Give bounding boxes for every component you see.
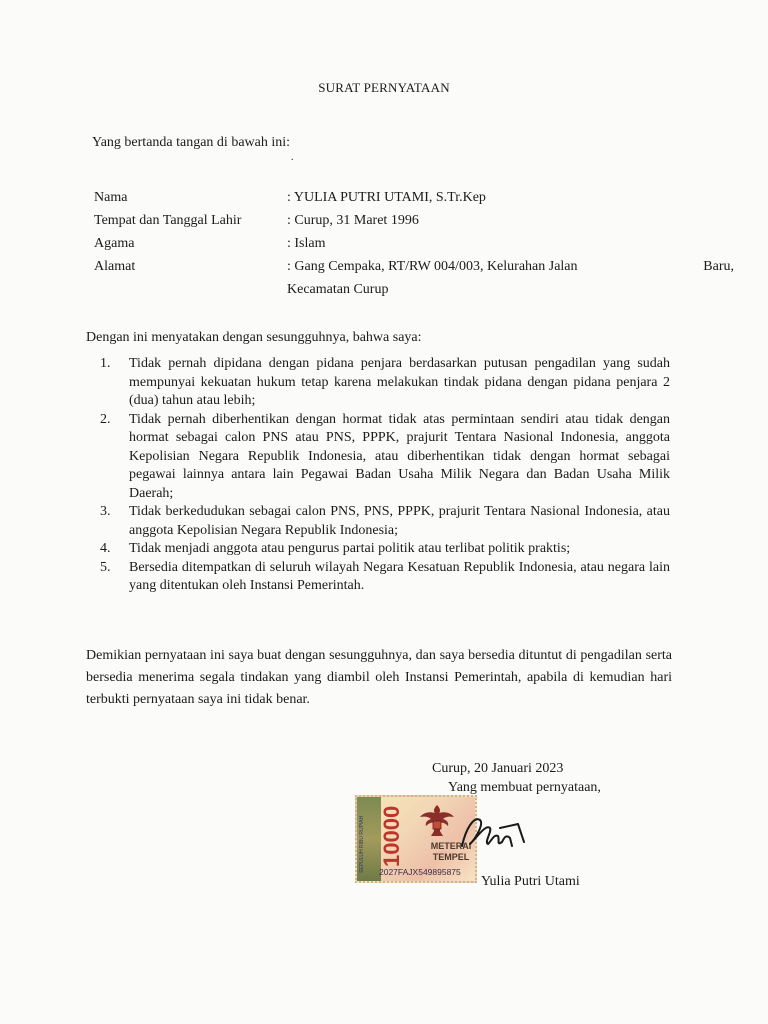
list-item (100, 355, 670, 411)
list-item-text: Bersedia ditempatkan di seluruh wilayah Negara Kesatuan Republik Indonesia, atau negara lain yang ditentukan oleh Instansi Pemerintah. (129, 559, 670, 593)
identity-block (94, 186, 734, 301)
signer-name: Yulia Putri Utami (481, 874, 580, 889)
identity-row-birth (94, 209, 734, 232)
address-line1-end: Baru, (703, 259, 734, 274)
identity-row-name (94, 186, 734, 209)
list-item (100, 559, 670, 596)
list-item-number: 3. (100, 504, 111, 519)
stamp-label-line2: TEMPEL (432, 852, 470, 862)
identity-row-religion (94, 232, 734, 255)
list-item-text: Tidak berkedudukan sebagai calon PNS, PNS, PPPK, prajurit Tentara Nasional Indonesia, atau anggota Kepolisian Negara Republik Indonesia; (129, 504, 670, 538)
name-label: Nama (94, 190, 128, 205)
list-item-number: 1. (100, 356, 111, 371)
list-item-number: 5. (100, 559, 111, 575)
address-value (287, 255, 734, 278)
document-title: SURAT PERNYATAAN (318, 80, 450, 95)
name-value: : YULIA PUTRI UTAMI, S.Tr.Kep (287, 190, 486, 205)
religion-value: : Islam (287, 236, 326, 251)
stamp-label-line1: METERAI (430, 841, 472, 851)
statement-list (100, 355, 670, 596)
intro-text: Yang bertanda tangan di bawah ini: (92, 135, 291, 150)
stamp-small-text: SEPULUH RIBU RUPIAH (359, 815, 365, 873)
stray-dot: . (291, 152, 294, 163)
handwritten-signature (440, 798, 535, 868)
birth-label: Tempat dan Tanggal Lahir (94, 213, 242, 228)
list-item-text: Tidak pernah diberhentikan dengan hormat tidak atas permintaan sendiri atau tidak dengan hormat sebagai calon PNS atau PNS, PPPK, prajurit Tentara Nasional Indonesia, anggota Kepolisian Negara Republik Indonesia, atau diberhentikan tidak dengan hormat sebagai pegawai lainnya antara lain Pegawai Badan Usaha Milik Negara dan Badan Usaha Milik Daerah; (129, 411, 670, 501)
list-item-text: Tidak menjadi anggota atau pengurus partai politik atau terlibat politik praktis; (129, 541, 571, 556)
identity-row-address (94, 255, 734, 278)
list-item (100, 540, 670, 559)
list-item-text: Tidak pernah dipidana dengan pidana penjara berdasarkan putusan pengadilan yang sudah mempunyai kekuatan hukum tetap karena melakukan tindak pidana dengan pidana penjara 2 (dua) tahun atau lebih; (129, 356, 670, 408)
maker-label: Yang membuat pernyataan, (448, 780, 601, 795)
statement-intro: Dengan ini menyatakan dengan sesungguhnya, bahwa saya: (86, 330, 422, 345)
birth-value: : Curup, 31 Maret 1996 (287, 213, 419, 228)
list-item-number: 2. (100, 411, 111, 427)
stamp-serial: 2027FAJX549895875 (379, 867, 461, 877)
place-date: Curup, 20 Januari 2023 (432, 761, 564, 776)
closing-paragraph: Demikian pernyataan ini saya buat dengan sesungguhnya, dan saya bersedia dituntut di pengadilan serta bersedia menerima segala tindakan yang diambil oleh Instansi Pemerintah, apabila di kemudian hari terbukti pernyataan saya ini tidak benar. (86, 648, 672, 707)
address-label: Alamat (94, 259, 136, 274)
address-line2: Kecamatan Curup (287, 282, 389, 297)
list-item (100, 503, 670, 540)
list-item (100, 411, 670, 504)
list-item-number: 4. (100, 541, 111, 556)
address-line1: : Gang Cempaka, RT/RW 004/003, Kelurahan Jalan (287, 259, 578, 274)
stamp-value: 10000 (379, 805, 404, 867)
religion-label: Agama (94, 236, 135, 251)
